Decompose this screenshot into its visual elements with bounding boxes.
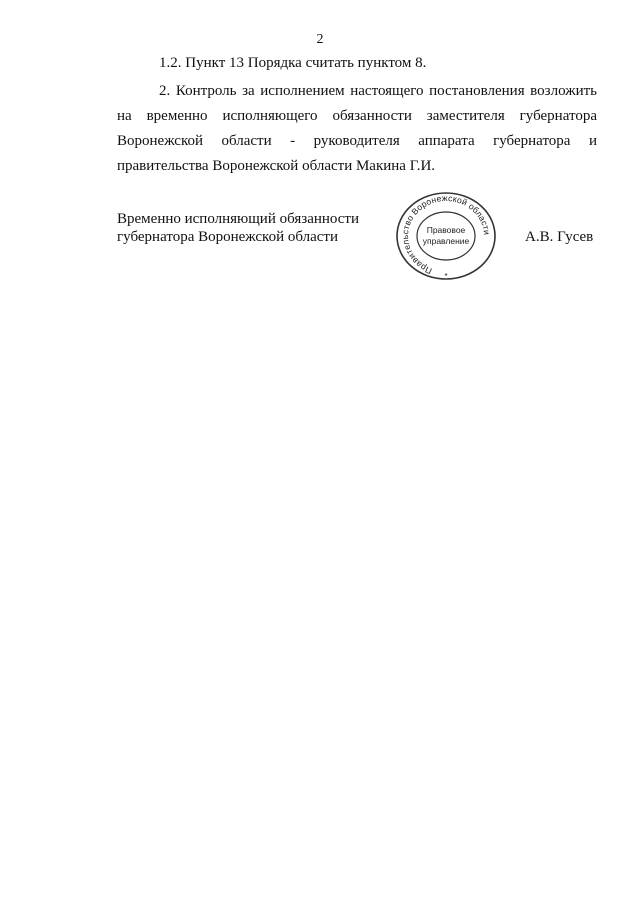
stamp-center-line-1: Правовое — [426, 225, 466, 235]
page-number: 2 — [316, 32, 324, 47]
signatory-position — [117, 210, 359, 246]
official-stamp — [394, 191, 498, 283]
signatory-name: А.В. Гусев — [525, 229, 594, 245]
document-body — [117, 51, 597, 179]
stamp-star-mark: * — [444, 272, 448, 281]
signatory-position-line-2: губернатора Воронежской области — [117, 229, 338, 245]
paragraph-1-2: 1.2. Пункт 13 Порядка считать пунктом 8. — [159, 55, 427, 71]
stamp-ring-text: Правительство Воронежской области — [400, 192, 493, 277]
stamp-center-line-2: управление — [422, 236, 470, 246]
stamp-seal-icon — [394, 191, 498, 283]
signatory-position-line-1: Временно исполняющий обязанности — [117, 211, 360, 227]
paragraph-2: 2. Контроль за исполнением настоящего постановления возложить на временно исполняющего обязанности заместителя губернатора Воронежской области - руководителя аппарата губернатора и правительства Воронежской области Макина Г.И. — [117, 83, 597, 174]
